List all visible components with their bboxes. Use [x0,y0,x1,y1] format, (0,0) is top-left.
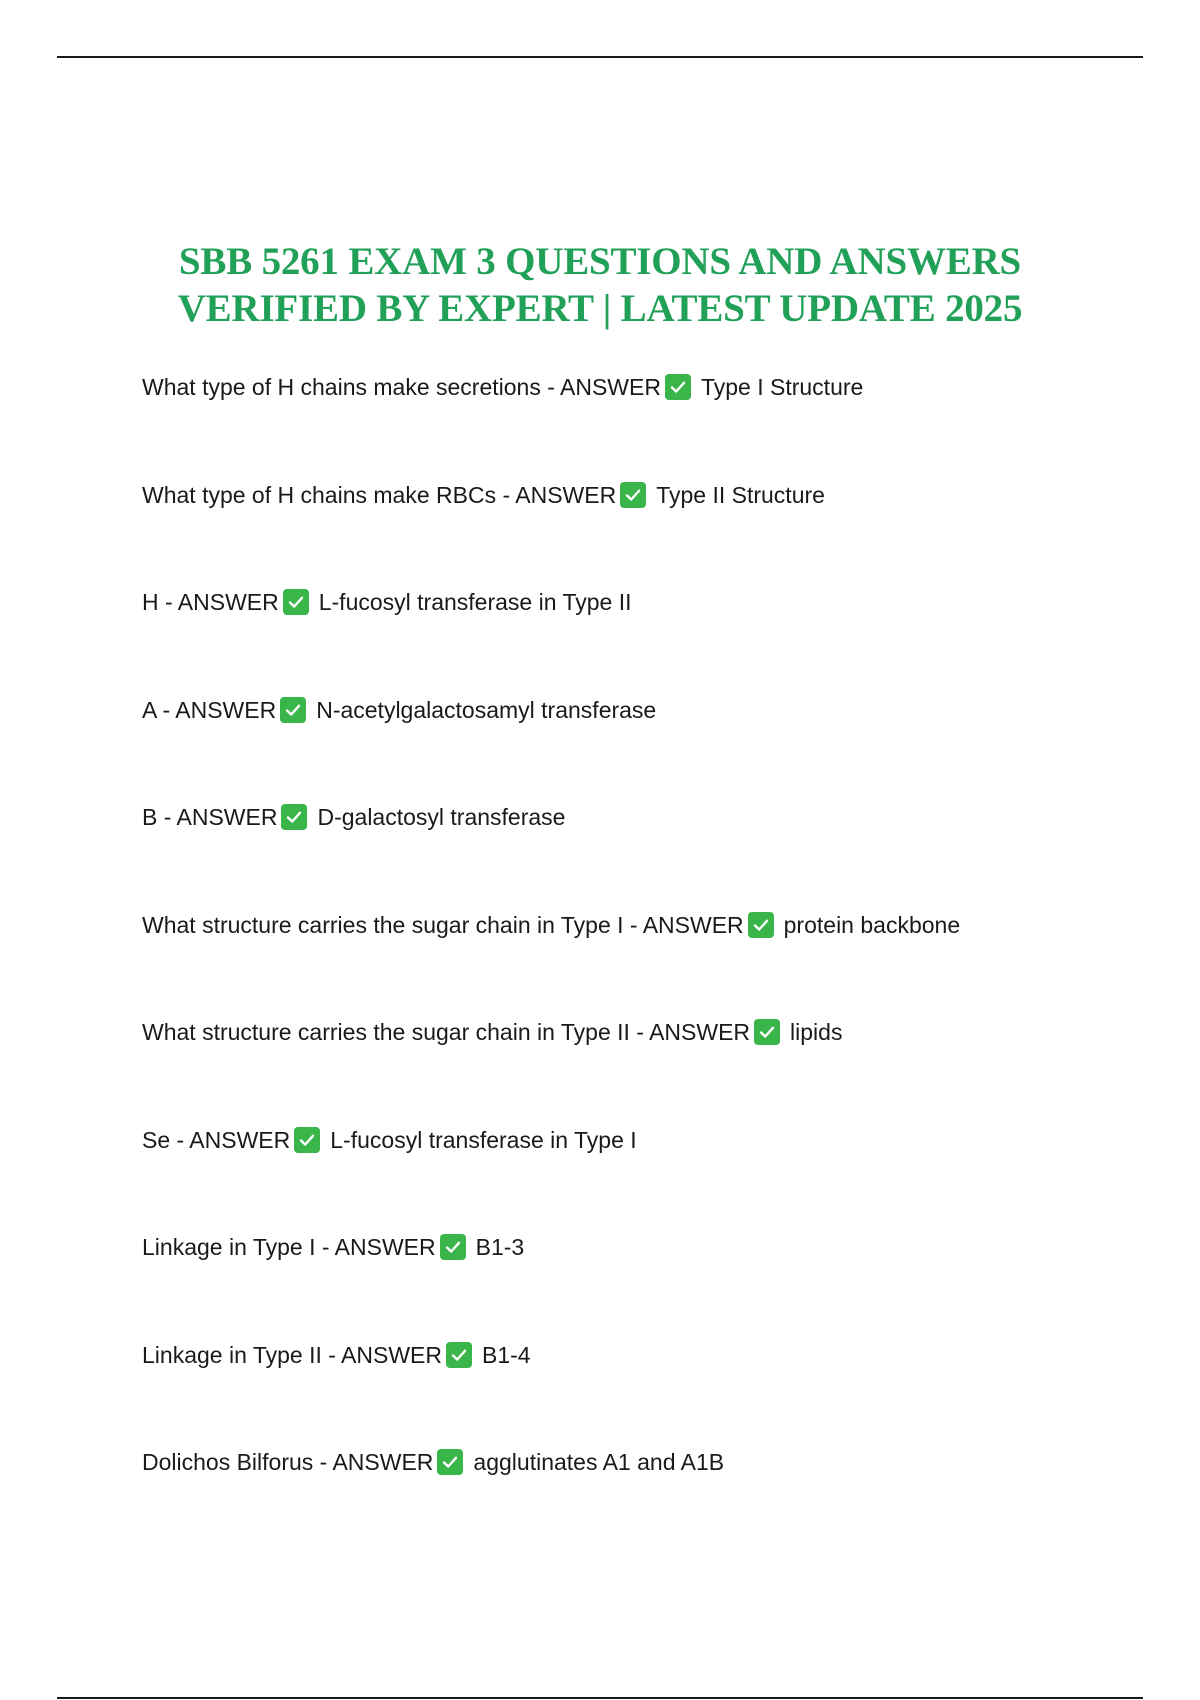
question-text: What structure carries the sugar chain in Type II - ANSWER [142,1019,751,1045]
qa-item [142,906,1142,1014]
question-text: A - ANSWER [142,696,277,723]
answer-text: protein backbone [783,911,961,938]
bottom-rule [57,1697,1143,1699]
question-text: Dolichos Bilforus - ANSWER [142,1449,434,1475]
qa-item [142,1121,1142,1229]
check-icon [294,1127,320,1153]
qa-item [142,368,1142,476]
check-icon [748,912,774,938]
question-text: Linkage in Type I - ANSWER [142,1234,436,1260]
answer-text: L-fucosyl transferase in Type II [318,589,632,615]
question-text: What type of H chains make RBCs - ANSWER [142,481,617,508]
check-icon [620,482,646,508]
answer-text: B1-4 [482,1341,531,1368]
title-line-1: SBB 5261 EXAM 3 QUESTIONS AND ANSWERS [178,240,1022,284]
question-text: What type of H chains make secretions - ANSWER [142,374,661,400]
answer-text: Type I Structure [700,374,864,400]
top-rule [57,56,1143,58]
answer-text: N-acetylgalactosamyl transferase [316,696,657,723]
answer-text: Type II Structure [656,481,825,508]
question-text: Linkage in Type II - ANSWER [142,1341,442,1368]
title-line-2: VERIFIED BY EXPERT | LATEST UPDATE 2025 [177,287,1023,331]
check-icon [754,1019,780,1045]
answer-text: D-galactosyl transferase [317,804,566,830]
check-icon [281,804,307,830]
answer-text: agglutinates A1 and A1B [473,1449,725,1475]
qa-item [142,798,1142,906]
qa-item [142,691,1142,799]
answer-text: lipids [790,1019,843,1045]
qa-item [142,476,1142,584]
document-title [0,238,1200,332]
answer-text: B1-3 [475,1234,525,1260]
qa-item [142,1013,1142,1121]
question-text: Se - ANSWER [142,1126,291,1153]
qa-list [142,368,1142,1551]
check-icon [446,1342,472,1368]
check-icon [440,1234,466,1260]
check-icon [280,697,306,723]
check-icon [437,1449,463,1475]
qa-item [142,1443,1142,1551]
check-icon [283,589,309,615]
qa-item [142,583,1142,691]
check-icon [665,374,691,400]
answer-text: L-fucosyl transferase in Type I [330,1126,637,1153]
question-text: B - ANSWER [142,804,278,830]
qa-item [142,1336,1142,1444]
question-text: What structure carries the sugar chain in Type I - ANSWER [142,911,744,938]
question-text: H - ANSWER [142,589,279,615]
qa-item [142,1228,1142,1336]
